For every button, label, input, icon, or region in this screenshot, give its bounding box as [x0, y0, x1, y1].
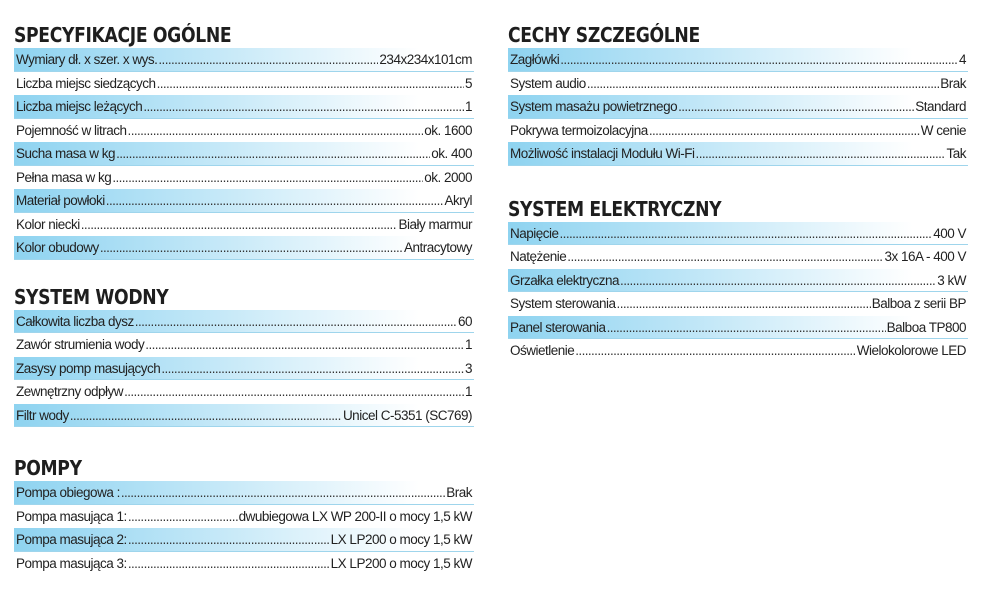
spec-section-system-elektryczny	[508, 196, 968, 363]
dot-leader	[607, 316, 886, 340]
spec-row	[14, 404, 474, 428]
spec-value: Brak	[940, 75, 966, 91]
spec-row	[508, 316, 968, 340]
dot-leader	[143, 95, 464, 119]
section-title: CECHY SZCZEGÓLNE	[508, 23, 700, 47]
spec-value: 3 kW	[937, 272, 966, 288]
dot-leader	[135, 310, 457, 334]
spec-row	[508, 95, 968, 119]
spec-row	[14, 357, 474, 381]
spec-row	[508, 142, 968, 166]
spec-row	[14, 552, 474, 576]
dot-leader	[116, 142, 430, 166]
spec-label: Możliwość instalacji Modułu Wi-Fi	[510, 146, 695, 161]
spec-row	[508, 48, 968, 72]
dot-leader	[128, 505, 238, 529]
spec-value: Unicel C-5351 (SC769)	[342, 407, 472, 423]
spec-row	[14, 95, 474, 119]
spec-list	[508, 48, 968, 166]
spec-value: ok. 2000	[424, 169, 472, 185]
dot-leader	[128, 119, 424, 143]
dot-leader	[617, 292, 871, 316]
right-column	[508, 22, 968, 383]
spec-row	[508, 222, 968, 246]
spec-row	[14, 72, 474, 96]
spec-label: Liczba miejsc siedzących	[16, 75, 156, 91]
spec-value: W cenie	[920, 122, 966, 138]
spec-label: Napięcie	[510, 225, 559, 241]
spec-value: 5	[464, 75, 472, 91]
dot-leader	[158, 48, 378, 72]
spec-value: LX LP200 o mocy 1,5 kW	[330, 532, 472, 547]
spec-row	[14, 166, 474, 190]
dot-leader	[575, 339, 855, 363]
spec-section-pompy	[14, 455, 474, 575]
dot-leader	[587, 72, 939, 96]
spec-label: Pompa masująca 2:	[16, 532, 127, 547]
spec-label: Pompa obiegowa :	[16, 485, 120, 500]
dot-leader	[128, 528, 330, 552]
spec-value: Antracytowy	[403, 240, 472, 255]
dot-leader	[649, 119, 920, 143]
spec-value: dwubiegowa LX WP 200-II o mocy 1,5 kW	[238, 508, 472, 524]
spec-value: 4	[958, 52, 966, 67]
spec-value: 60	[457, 313, 472, 329]
dot-leader	[100, 236, 403, 260]
spec-row	[14, 481, 474, 505]
spec-row	[14, 119, 474, 143]
spec-list	[14, 481, 474, 575]
spec-value: Brak	[446, 485, 472, 500]
spec-value: 400 V	[933, 225, 966, 241]
dot-leader	[106, 189, 444, 213]
spec-label: System audio	[510, 75, 586, 91]
spec-label: Kolor niecki	[16, 216, 80, 232]
dot-leader	[112, 166, 423, 190]
spec-row	[508, 72, 968, 96]
spec-value: 3	[464, 360, 472, 376]
spec-row	[14, 48, 474, 72]
spec-section-specyfikacje-ogolne	[14, 22, 474, 260]
spec-label: System masażu powietrznego	[510, 99, 678, 114]
spec-value: Balboa TP800	[886, 319, 966, 335]
dot-leader	[567, 245, 883, 269]
spec-label: Pompa masująca 1:	[16, 508, 127, 524]
dot-leader	[145, 333, 464, 357]
spec-label: Zagłówki	[510, 52, 560, 67]
section-title: SYSTEM WODNY	[14, 284, 169, 309]
spec-value: 1	[464, 99, 472, 114]
spec-value: Standard	[915, 99, 966, 114]
spec-section-system-wodny	[14, 284, 474, 428]
dot-leader	[560, 48, 958, 72]
spec-label: Kolor obudowy	[16, 240, 99, 255]
spec-row	[14, 380, 474, 404]
spec-value: ok. 400	[431, 146, 472, 161]
spec-row	[508, 245, 968, 269]
spec-row	[508, 292, 968, 316]
spec-value: Akryl	[444, 193, 472, 208]
spec-value: 1	[464, 337, 472, 352]
spec-value: Wielokolorowe LED	[856, 343, 966, 358]
spec-list	[14, 48, 474, 260]
spec-label: Natężenie	[510, 249, 567, 264]
dot-leader	[121, 481, 445, 505]
dot-leader	[161, 357, 464, 381]
spec-value: Balboa z serii BP	[871, 296, 966, 311]
dot-leader	[70, 404, 342, 428]
section-title: SPECYFIKACJE OGÓLNE	[14, 23, 232, 47]
spec-label: Zewnętrzny odpływ	[16, 384, 124, 399]
dot-leader	[696, 142, 946, 166]
spec-row	[14, 505, 474, 529]
dot-leader	[128, 552, 330, 576]
spec-row	[14, 213, 474, 237]
spec-label: Materiał powłoki	[16, 193, 105, 208]
spec-row	[508, 119, 968, 143]
spec-label: Wymiary dł. x szer. x wys.	[16, 52, 158, 67]
spec-value: Biały marmur	[398, 216, 472, 232]
dot-leader	[678, 95, 914, 119]
spec-label: Grzałka elektryczna	[510, 272, 620, 288]
spec-row	[14, 528, 474, 552]
spec-row	[14, 333, 474, 357]
spec-label: Zasysy pomp masujących	[16, 360, 161, 376]
spec-value: ok. 1600	[424, 122, 472, 138]
spec-row	[14, 142, 474, 166]
spec-label: Panel sterowania	[510, 319, 606, 335]
spec-label: Zawór strumienia wody	[16, 337, 145, 352]
spec-label: Liczba miejsc leżących	[16, 99, 143, 114]
spec-section-cechy-szczegolne	[508, 22, 968, 166]
dot-leader	[620, 269, 936, 293]
spec-label: Filtr wody	[16, 407, 69, 423]
dot-leader	[560, 222, 933, 246]
spec-value: 3x 16A - 400 V	[884, 249, 966, 264]
spec-row	[14, 189, 474, 213]
spec-label: Sucha masa w kg	[16, 146, 116, 161]
spec-label: Oświetlenie	[510, 343, 575, 358]
spec-row	[508, 339, 968, 363]
spec-label: Całkowita liczba dysz	[16, 313, 134, 329]
spec-row	[508, 269, 968, 293]
left-column	[14, 22, 474, 595]
section-title: POMPY	[14, 456, 82, 480]
spec-value: Tak	[946, 146, 966, 161]
dot-leader	[157, 72, 464, 96]
spec-list	[508, 222, 968, 363]
spec-row	[14, 236, 474, 260]
spec-label: System sterowania	[510, 296, 616, 311]
spec-row	[14, 310, 474, 334]
spec-list	[14, 310, 474, 428]
section-title: SYSTEM ELEKTRYCZNY	[508, 196, 722, 221]
spec-label: Pompa masująca 3:	[16, 555, 127, 571]
spec-label: Pojemność w litrach	[16, 122, 127, 138]
spec-label: Pełna masa w kg	[16, 169, 112, 185]
spec-label: Pokrywa termoizolacyjna	[510, 122, 648, 138]
dot-leader	[124, 380, 464, 404]
dot-leader	[81, 213, 398, 237]
spec-value: 234x234x101cm	[379, 52, 472, 67]
spec-value: LX LP200 o mocy 1,5 kW	[330, 555, 472, 571]
spec-value: 1	[464, 384, 472, 399]
